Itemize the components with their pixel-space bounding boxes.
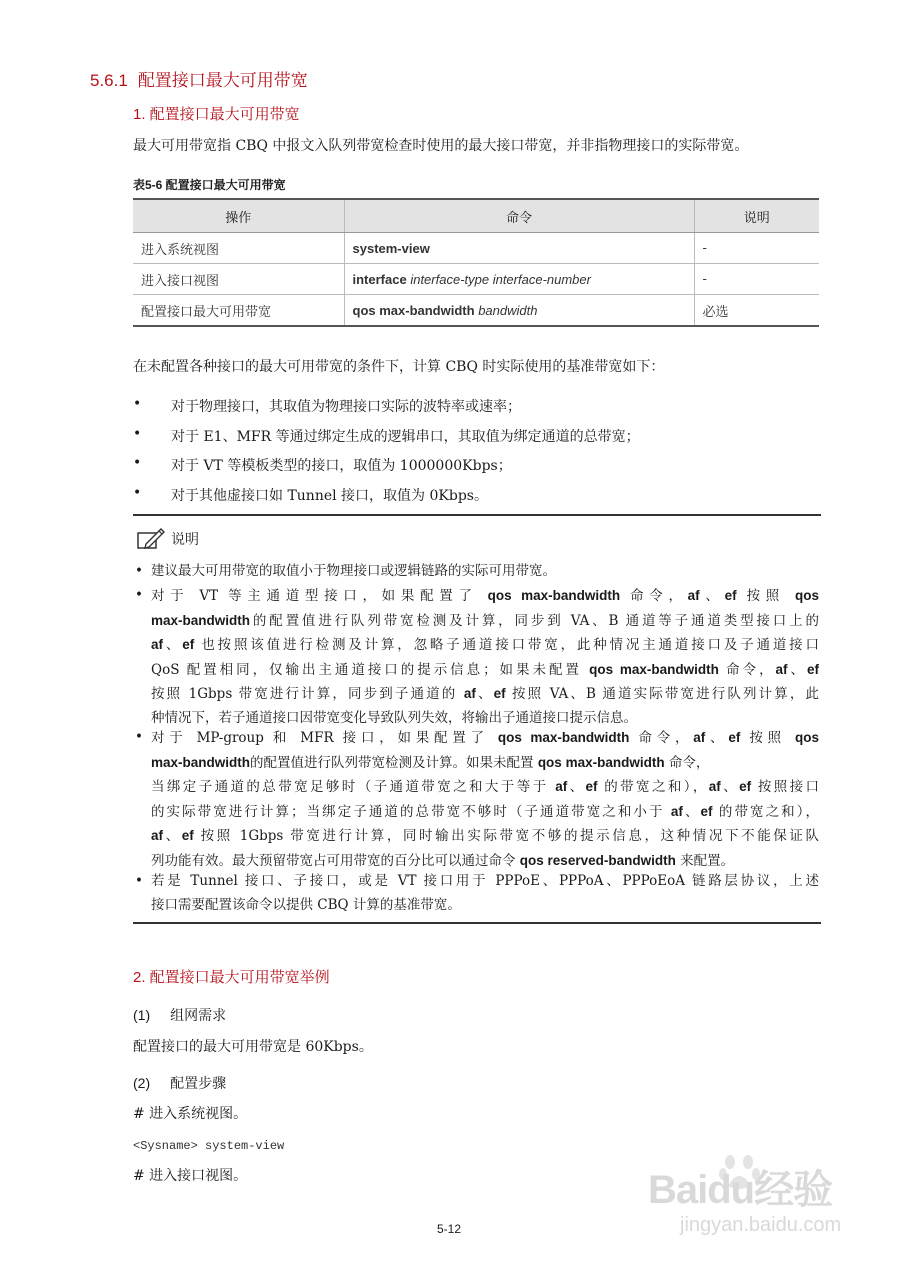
subsection-title-1: 1. 配置接口最大可用带宽 xyxy=(133,106,300,123)
command-keyword: system-view xyxy=(352,240,430,256)
table-row xyxy=(133,233,819,264)
step-1: (1) 组网需求 xyxy=(133,1007,227,1024)
note-box: 说明 • 建议最大可用带宽的取值小于物理接口或逻辑链路的实际可用带宽。 • 对于 VT 等主通道型接口，如果配置了 qos max-bandwidth 命令，af、ef 按照 qos max-bandwidth的配置值进行队列带宽检测及计算，同步到 VA、B 通道等子通道类型接口上的 af、ef 也按照该值进行检测及计算，忽略子通道接口带宽，此种情况主通道接口及子通道接口 QoS 配置相同，仅输出主通道接口的提示信息；如果未配置 qos max-bandwidth 命令，af、ef 按照 1Gbps 带宽进行计算，同步到子通道的 af、ef 按照 VA、B 通道实际带宽进行队列计算，此 种情况下，若子通道接口因带宽变化导致队列失效，将输出子通道接口提示信息。 • 对于 MP-group 和 MFR 接口，如果配置了 qos max-bandwidth 命令，af、ef 按照 qos max-bandwidth的配置值进行队列带宽检测及计算。如果未配置 qos max-bandwidth 命令， 当绑定子通道的总带宽足够时（子通道带宽之和大于等于 af、ef 的带宽之和），af、ef 按照接口 的实际带宽进行计算；当绑定子通道的总带宽不够时（子通道带宽之和小于 af、ef 的带宽之和）， af、ef 按照 1Gbps 带宽进行计算，同时输出实际带宽不够的提示信息，这种情况下不能保证队 列功能有效。最大预留带宽占可用带宽的百分比可以通过命令 qos reserved-bandwidth 来配置。 • 若是 Tunnel 接口、子接口，或是 VT 接口用于 PPPoE、PPPoA、PPPoEoA 链路层协议，上述 接口需要配置该命令以提供 CBQ 计算的基准带宽。 xyxy=(133,514,821,924)
section-title: 配置接口最大可用带宽 xyxy=(137,71,308,90)
command-keyword: qos max-bandwidth xyxy=(352,302,475,318)
cell-operation: 进入接口视图 xyxy=(133,264,344,295)
baidu-watermark xyxy=(640,1152,860,1252)
command-keyword: interface xyxy=(352,271,407,287)
cell-command xyxy=(344,233,694,264)
command-argument: interface-type interface-number xyxy=(410,271,591,287)
table-caption: 表5-6 配置接口最大可用带宽 xyxy=(133,178,286,192)
code-line: <Sysname> system-view xyxy=(133,1139,285,1153)
cell-operation: 进入系统视图 xyxy=(133,233,344,264)
config-table xyxy=(133,198,819,327)
requirement-paragraph: 配置接口的最大可用带宽是 60Kbps。 xyxy=(133,1039,373,1055)
code-comment: # 进入系统视图。 xyxy=(133,1106,248,1122)
code-comment: # 进入接口视图。 xyxy=(133,1168,248,1184)
note-label: 说明 xyxy=(171,532,199,548)
table-header-row xyxy=(133,199,819,233)
cell-command xyxy=(344,264,694,295)
subsection-title-2: 2. 配置接口最大可用带宽举例 xyxy=(133,969,330,986)
header-operation: 操作 xyxy=(133,199,344,233)
header-description: 说明 xyxy=(694,199,819,233)
table-row xyxy=(133,264,819,295)
note-pencil-icon xyxy=(135,526,167,552)
watermark-url: jingyan.baidu.com xyxy=(680,1214,842,1236)
cell-command xyxy=(344,295,694,327)
section-number: 5.6.1 xyxy=(90,71,128,90)
cell-operation: 配置接口最大可用带宽 xyxy=(133,295,344,327)
table-row xyxy=(133,295,819,327)
watermark-logo: Baidu经验 xyxy=(648,1168,833,1212)
page-number: 5-12 xyxy=(437,1222,462,1236)
section-heading xyxy=(90,66,308,91)
header-command: 命令 xyxy=(344,199,694,233)
cell-description: - xyxy=(694,233,819,264)
condition-paragraph: 在未配置各种接口的最大可用带宽的条件下，计算 CBQ 时实际使用的基准带宽如下： xyxy=(133,359,665,375)
step-2: (2) 配置步骤 xyxy=(133,1075,227,1092)
cell-description: - xyxy=(694,264,819,295)
note-header xyxy=(135,526,199,552)
cell-description: 必选 xyxy=(694,295,819,327)
command-argument: bandwidth xyxy=(478,302,538,318)
intro-paragraph: 最大可用带宽指 CBQ 中报文入队列带宽检查时使用的最大接口带宽，并非指物理接口的实际带宽。 xyxy=(133,138,749,154)
